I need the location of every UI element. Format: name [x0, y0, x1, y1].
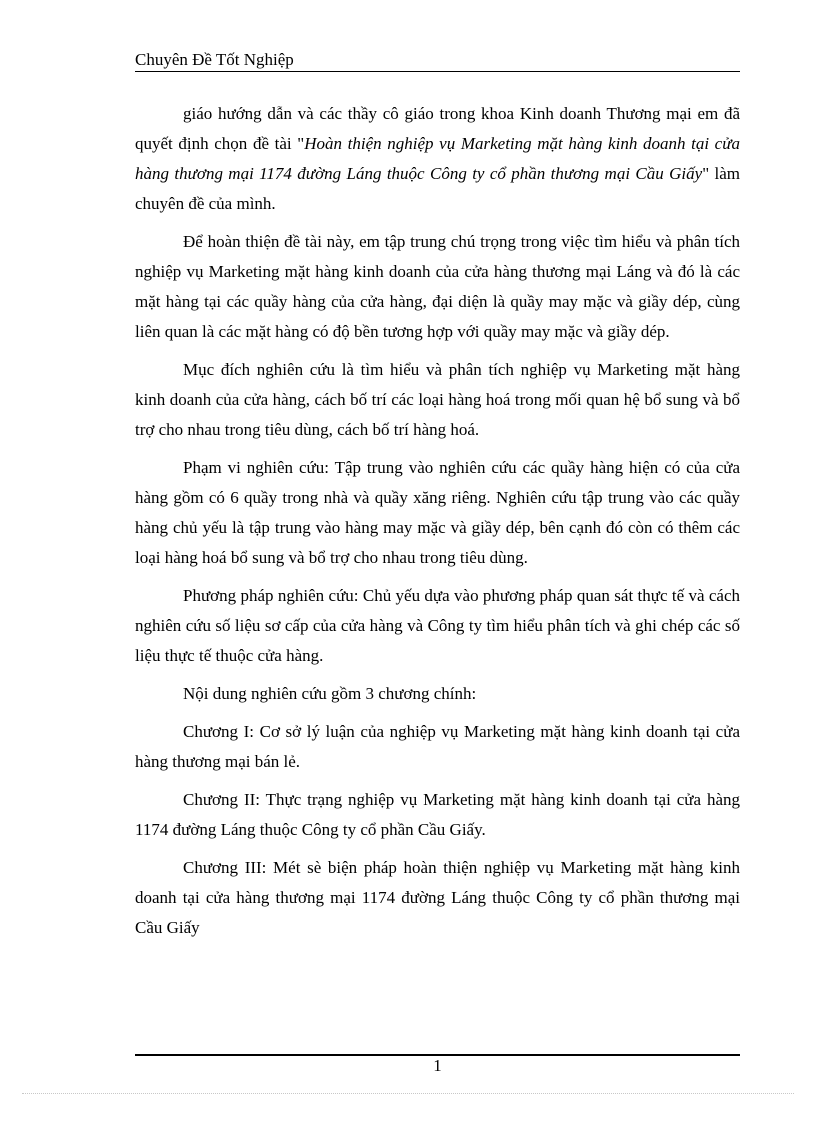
paragraph-method: Phương pháp nghiên cứu: Chủ yếu dựa vào phương pháp quan sát thực tế và cách nghiên cứu số liệu sơ cấp của cửa hàng và Công ty tìm hiểu phân tích và ghi chép các số liệu thực tế thuộc cửa hàng.: [135, 586, 740, 665]
paragraph-scope: Phạm vi nghiên cứu: Tập trung vào nghiên cứu các quầy hàng hiện có của cửa hàng gồm có 6 quầy trong nhà và quầy xăng riêng. Nghiên cứu tập trung vào các quầy hàng chủ yếu là tập trung vào hàng may mặc và giầy dép, bên cạnh đó còn có thêm các loại hàng hoá bổ sung và bổ trợ cho nhau trong tiêu dùng.: [135, 458, 740, 567]
page-edge-divider: [22, 1093, 794, 1094]
header-title: Chuyên Đề Tốt Nghiệp: [135, 50, 294, 69]
page-header: [135, 49, 740, 72]
paragraph-purpose: Mục đích nghiên cứu là tìm hiểu và phân tích nghiệp vụ Marketing mặt hàng kinh doanh của cửa hàng, cách bố trí các loại hàng hoá trong mối quan hệ bổ sung và bổ trợ cho nhau trong tiêu dùng, cách bố trí hàng hoá.: [135, 360, 740, 439]
paragraph-topic-before: giáo hướng dẫn và các thầy cô giáo trong khoa Kinh doanh Thương mại em đã quyết định chọn đề tài ": [135, 104, 740, 153]
paragraph-chapter-1: Chương I: Cơ sở lý luận của nghiệp vụ Marketing mặt hàng kinh doanh tại cửa hàng thương mại bán lẻ.: [135, 722, 740, 771]
paragraph-topic: [135, 99, 740, 219]
document-body: [135, 99, 740, 943]
paragraph-chapter-2: Chương II: Thực trạng nghiệp vụ Marketing mặt hàng kinh doanh tại cửa hàng 1174 đường Láng thuộc Công ty cổ phần Cầu Giấy.: [135, 790, 740, 839]
thesis-title-italic: Hoàn thiện nghiệp vụ Marketing mặt hàng kinh doanh tại cửa hàng thương mại 1174 đường Láng thuộc Công ty cổ phần thương mại Cầu Giấy: [135, 134, 740, 183]
page-number: 1: [433, 1056, 442, 1075]
paragraph-chapter-3: Chương III: Mét sè biện pháp hoàn thiện nghiệp vụ Marketing mặt hàng kinh doanh tại cửa hàng thương mại 1174 đường Láng thuộc Công ty cổ phần thương mại Cầu Giấy: [135, 858, 740, 937]
paragraph-focus: Để hoàn thiện đề tài này, em tập trung chú trọng trong việc tìm hiểu và phân tích nghiệp vụ Marketing mặt hàng kinh doanh của cửa hàng thương mại Láng và đó là các mặt hàng tại các quầy hàng của cửa hàng, đại diện là quầy may mặc và giầy dép, cùng liên quan là các mặt hàng có độ bền tương hợp với quầy may mặc và giầy dép.: [135, 232, 740, 341]
paragraph-topic-after: " làm chuyên đề của mình.: [135, 164, 740, 213]
paragraph-contents-intro: Nội dung nghiên cứu gồm 3 chương chính:: [183, 684, 477, 703]
